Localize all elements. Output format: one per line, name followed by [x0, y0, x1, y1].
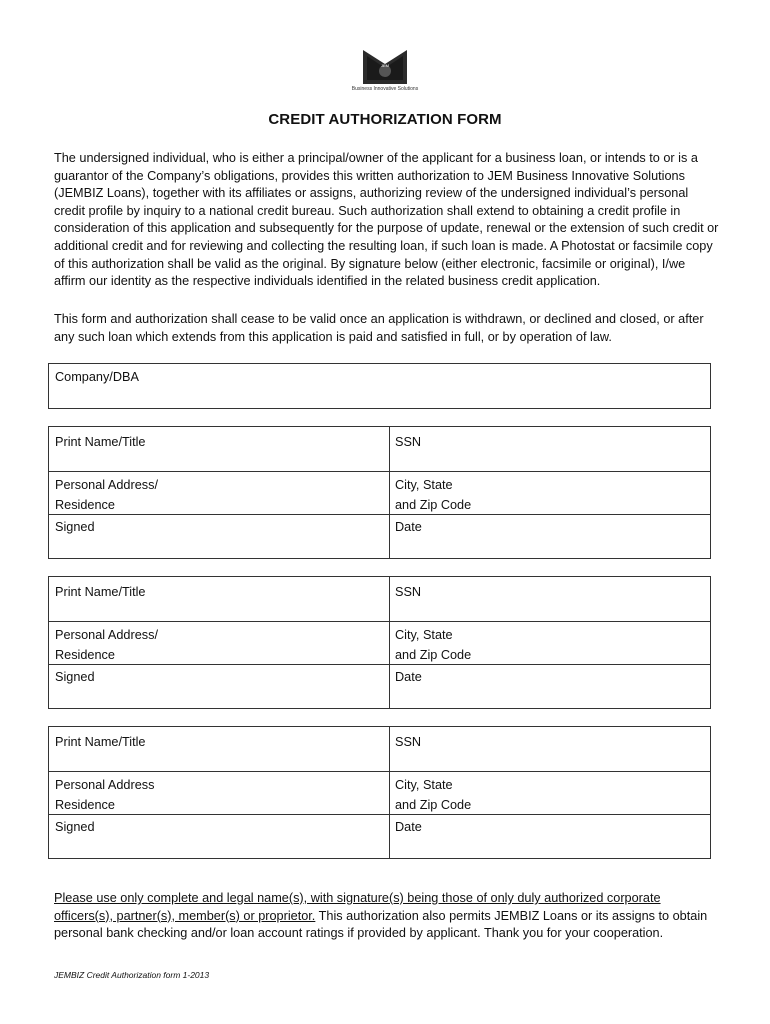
personal-address-field[interactable]	[49, 621, 389, 670]
signed-field[interactable]	[49, 664, 389, 692]
city-label-line2: and Zip Code	[395, 648, 472, 662]
closing-underlined-text: Please use only complete and legal name(s), with signature(s) being those of only duly authorized corporate officers(s), partner(s), member(s) or proprietor.	[54, 891, 661, 923]
city-label-line1: City, State	[395, 778, 453, 792]
ssn-field[interactable]	[389, 727, 710, 757]
city-label-line2: and Zip Code	[395, 498, 472, 512]
signatory-block-2	[48, 576, 711, 709]
date-label: Date	[395, 670, 422, 684]
date-field[interactable]	[389, 514, 710, 542]
address-label-line2: Residence	[55, 498, 115, 512]
closing-text: This authorization also permits JEMBIZ Loans or its assigns to obtain personal bank checking and/or loan account ratings if provided by applicant. Thank you for your cooperation.	[54, 908, 708, 941]
city-label-line1: City, State	[395, 628, 453, 642]
print-name-label: Print Name/Title	[55, 735, 146, 749]
authorization-paragraph: The undersigned individual, who is either a principal/owner of the applicant for a business loan, or intends to or is a guarantor of the Company’s obligations, provides this written authorization to JEM Business Innovative Solutions (JEMBIZ Loans), together with its affiliates or assigns, authorizing review of the undersigned individual’s personal credit profile by inquiry to a national credit bureau. Such authorization shall extend to obtaining a credit profile in consideration of this application and subsequently for the purpose of update, renewal or the extension of such credit or additional credit and for reviewing and collecting the resulting loan, if such loan is made. A Photostat or facsimile copy of this authorization shall be valid as the original. By signature below (either electronic, facsimile or original), I/we affirm our identity as the respective individuals identified in the related business credit application.	[54, 151, 719, 289]
form-footer: JEMBIZ Credit Authorization form 1-2013	[54, 970, 210, 980]
date-label: Date	[395, 520, 422, 534]
signatory-block-3	[48, 726, 711, 859]
signed-label: Signed	[55, 820, 95, 834]
date-label: Date	[395, 820, 422, 834]
signatory-block-1	[48, 426, 711, 559]
company-dba-field[interactable]	[48, 363, 711, 409]
validity-paragraph: This form and authorization shall cease to be valid once an application is withdrawn, or declined and closed, or after any such loan which extends from this application is paid and satisfied in full, or by operation of law.	[54, 312, 704, 344]
address-label-line1: Personal Address	[55, 778, 155, 792]
logo-caption: Business Innovative Solutions	[351, 86, 419, 92]
date-field[interactable]	[389, 664, 710, 692]
address-label-line2: Residence	[55, 648, 115, 662]
print-name-title-field[interactable]	[49, 427, 389, 457]
print-name-title-field[interactable]	[49, 577, 389, 607]
signed-label: Signed	[55, 670, 95, 684]
ssn-label: SSN	[395, 735, 422, 749]
signed-label: Signed	[55, 520, 95, 534]
city-label-line2: and Zip Code	[395, 798, 472, 812]
ssn-field[interactable]	[389, 577, 710, 607]
signed-field[interactable]	[49, 814, 389, 842]
personal-address-field[interactable]	[49, 771, 389, 820]
page-title: CREDIT AUTHORIZATION FORM	[268, 111, 502, 128]
ssn-label: SSN	[395, 435, 422, 449]
logo-emblem-text: JEM	[381, 63, 389, 68]
address-label-line1: Personal Address/	[55, 478, 158, 492]
ssn-field[interactable]	[389, 427, 710, 457]
address-label-line2: Residence	[55, 798, 115, 812]
print-name-label: Print Name/Title	[55, 585, 146, 599]
print-name-label: Print Name/Title	[55, 435, 146, 449]
city-label-line1: City, State	[395, 478, 453, 492]
date-field[interactable]	[389, 814, 710, 842]
ssn-label: SSN	[395, 585, 422, 599]
print-name-title-field[interactable]	[49, 727, 389, 757]
signed-field[interactable]	[49, 514, 389, 542]
closing-paragraph	[54, 890, 720, 943]
address-label-line1: Personal Address/	[55, 628, 158, 642]
city-state-zip-field[interactable]	[389, 771, 710, 820]
city-state-zip-field[interactable]	[389, 471, 710, 520]
city-state-zip-field[interactable]	[389, 621, 710, 670]
personal-address-field[interactable]	[49, 471, 389, 520]
company-dba-label: Company/DBA	[55, 370, 139, 384]
